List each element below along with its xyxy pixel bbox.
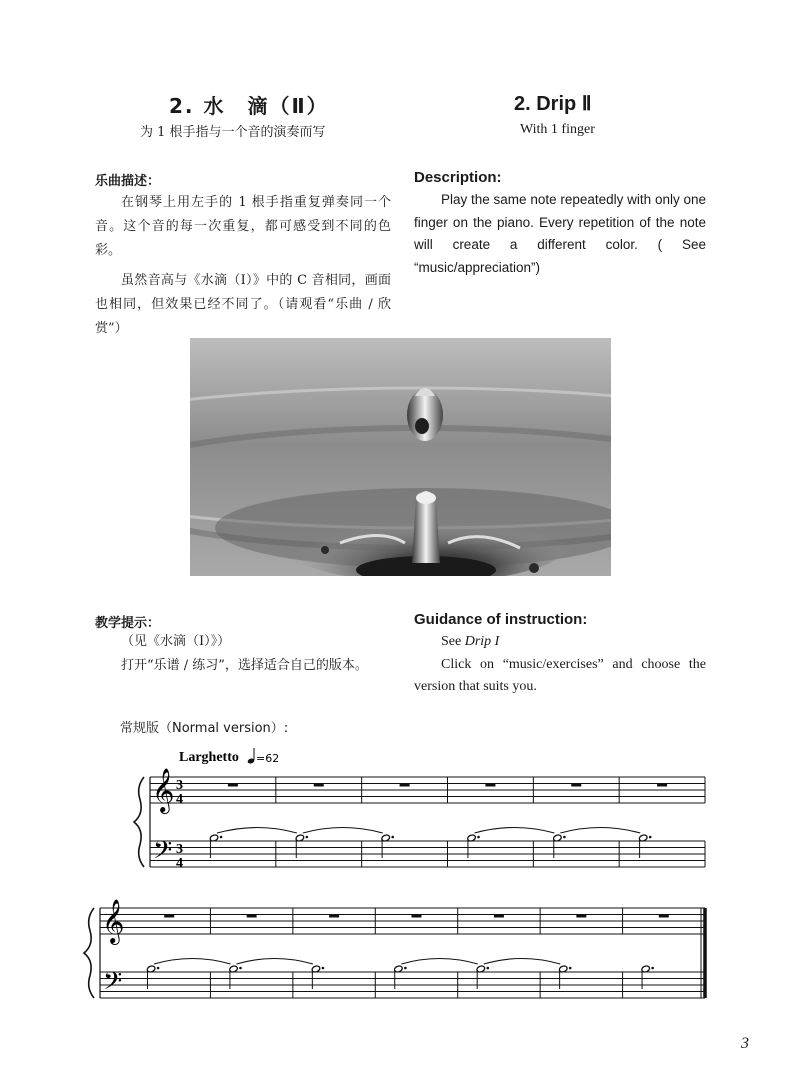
whole-rest [657,783,667,787]
water-drop-photo [190,338,611,576]
whole-rest [494,914,504,918]
description-paragraph-1-zh: 在钢琴上用左手的 1 根手指重复弹奏同一个音。这个音的每一次重复，都可感受到不同的色彩。 [95,195,391,258]
augmentation-dot [391,836,394,839]
tempo-text: Larghetto [179,750,239,765]
bass-clef-icon: 𝄢 [153,836,173,871]
guidance-heading-zh: 教学提示： [95,616,161,631]
description-paragraph-2-zh: 虽然音高与《水滴（I）》中的 C 音相同，画面也相同，但效果已经不同了。（请观看“乐曲 / 欣赏”） [95,273,391,336]
description-paragraph-en: Play the same note repeatedly with only one finger on the piano. Every repetition of the note will create a different color. ( See “music/appreciation”) [414,192,706,275]
whole-rest [228,783,238,787]
augmentation-dot [569,967,572,970]
guidance-paragraph-1-en: See Drip I [441,634,500,649]
augmentation-dot [239,967,242,970]
augmentation-dot [651,967,654,970]
augmentation-dot [322,967,325,970]
tie [154,959,230,965]
tie [484,959,560,965]
time-signature-top: 3 [176,778,183,793]
whole-rest [412,914,422,918]
guidance-body-en [414,631,706,699]
time-signature-bottom: 4 [176,792,183,807]
water-drop-image [190,338,611,576]
augmentation-dot [157,967,160,970]
brace [84,908,94,998]
whole-rest [576,914,586,918]
guidance-heading-en: Guidance of instruction: [414,611,588,628]
whole-rest [485,783,495,787]
tie [560,828,640,834]
augmentation-dot [563,836,566,839]
description-heading-en: Description: [414,169,502,186]
whole-rest [247,914,257,918]
tie [401,959,477,965]
augmentation-dot [649,836,652,839]
whole-rest [329,914,339,918]
tie [475,828,555,834]
whole-rest [571,783,581,787]
quarter-note-icon [247,748,255,764]
tie [303,828,383,834]
english-subtitle: With 1 finger [520,122,595,137]
score-system-1 [134,768,705,871]
description-body-en [414,189,706,279]
description-body-zh [95,191,391,341]
augmentation-dot [306,836,309,839]
whole-rest [164,914,174,918]
description-heading-zh: 乐曲描述： [95,174,161,189]
augmentation-dot [404,967,407,970]
score-system-2 [84,899,705,1002]
chinese-title: 2. 水 滴（Ⅱ） [169,94,329,118]
english-title: 2. Drip Ⅱ [514,93,592,115]
tie [237,959,313,965]
whole-rest [314,783,324,787]
time-signature-top: 3 [176,842,183,857]
normal-version-label: 常规版（Normal version）: [120,721,289,736]
guidance-paragraph-2-zh: 打开“乐谱 / 练习”，选择适合自己的版本。 [121,658,368,673]
time-signature-bottom: 4 [176,856,183,871]
page-number: 3 [741,1035,749,1052]
guidance-paragraph-2-en: Click on “music/exercises” and choose the version that suits you. [414,656,706,694]
tempo-value: =62 [256,752,280,765]
brace [134,777,144,867]
treble-clef-icon: 𝄞 [102,899,125,943]
guidance-paragraph-1-zh: （见《水滴（I）》） [121,634,231,649]
augmentation-dot [477,836,480,839]
treble-clef-icon: 𝄞 [152,768,175,812]
augmentation-dot [220,836,223,839]
whole-rest [659,914,669,918]
guidance-body-zh [95,630,395,678]
score-svg [0,740,800,1040]
augmentation-dot [486,967,489,970]
whole-rest [400,783,410,787]
tie [217,828,297,834]
music-score [0,740,800,1040]
bass-clef-icon: 𝄢 [103,967,123,1002]
guidance-reference-italic: Drip I [464,634,500,649]
chinese-subtitle: 为 1 根手指与一个音的演奏而写 [140,125,326,140]
